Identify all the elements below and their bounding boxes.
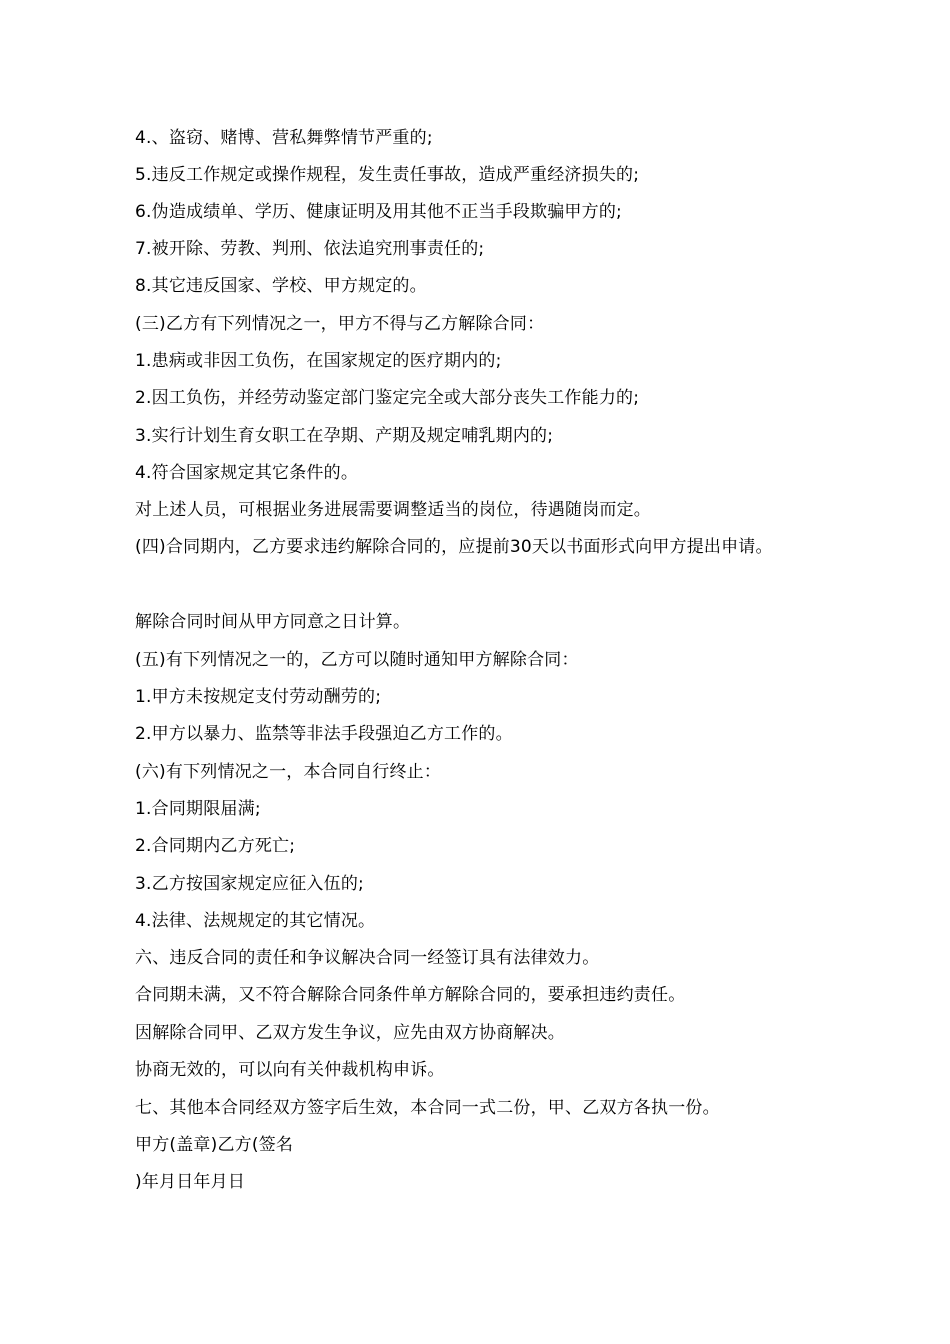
clause-item-5: 5.违反工作规定或操作规程，发生责任事故，造成严重经济损失的;: [135, 165, 640, 185]
section-4-note: 解除合同时间从甲方同意之日计算。: [135, 612, 411, 632]
section-6-item-2: 2.合同期内乙方死亡;: [135, 836, 296, 856]
section-5-item-2: 2.甲方以暴力、监禁等非法手段强迫乙方工作的。: [135, 724, 513, 744]
signature-line: 甲方(盖章)乙方(签名: [135, 1135, 294, 1155]
section-3-heading: (三)乙方有下列情况之一，甲方不得与乙方解除合同：: [135, 314, 545, 334]
section-5-heading: (五)有下列情况之一的，乙方可以随时通知甲方解除合同：: [135, 650, 579, 670]
section-4-heading: (四)合同期内，乙方要求违约解除合同的，应提前30天以书面形式向甲方提出申请。: [135, 537, 773, 557]
section-6-item-1: 1.合同期限届满;: [135, 799, 261, 819]
chapter-7-heading: 七、其他本合同经双方签字后生效，本合同一式二份，甲、乙双方各执一份。: [135, 1098, 720, 1118]
chapter-6-heading: 六、违反合同的责任和争议解决合同一经签订具有法律效力。: [135, 948, 600, 968]
section-3-item-3: 3.实行计划生育女职工在孕期、产期及规定哺乳期内的;: [135, 426, 554, 446]
chapter-6-para-1: 合同期未满，又不符合解除合同条件单方解除合同的，要承担违约责任。: [135, 985, 686, 1005]
clause-item-8: 8.其它违反国家、学校、甲方规定的。: [135, 276, 427, 296]
clause-item-7: 7.被开除、劳教、判刑、依法追究刑事责任的;: [135, 239, 485, 259]
section-3-item-2: 2.因工负伤，并经劳动鉴定部门鉴定完全或大部分丧失工作能力的;: [135, 388, 640, 408]
chapter-6-para-2: 因解除合同甲、乙双方发生争议，应先由双方协商解决。: [135, 1023, 565, 1043]
section-3-item-1: 1.患病或非因工负伤，在国家规定的医疗期内的;: [135, 351, 502, 371]
clause-item-6: 6.伪造成绩单、学历、健康证明及用其他不正当手段欺骗甲方的;: [135, 202, 622, 222]
date-line: )年月日年月日: [135, 1172, 246, 1192]
section-5-item-1: 1.甲方未按规定支付劳动酬劳的;: [135, 687, 382, 707]
section-3-item-4: 4.符合国家规定其它条件的。: [135, 463, 359, 483]
section-6-item-4: 4.法律、法规规定的其它情况。: [135, 911, 376, 931]
clause-item-4: 4.、盗窃、赌博、营私舞弊情节严重的;: [135, 128, 433, 148]
chapter-6-para-3: 协商无效的，可以向有关仲裁机构申诉。: [135, 1060, 445, 1080]
section-6-heading: (六)有下列情况之一，本合同自行终止：: [135, 762, 442, 782]
section-6-item-3: 3.乙方按国家规定应征入伍的;: [135, 874, 364, 894]
section-3-note: 对上述人员，可根据业务进展需要调整适当的岗位，待遇随岗而定。: [135, 500, 651, 520]
